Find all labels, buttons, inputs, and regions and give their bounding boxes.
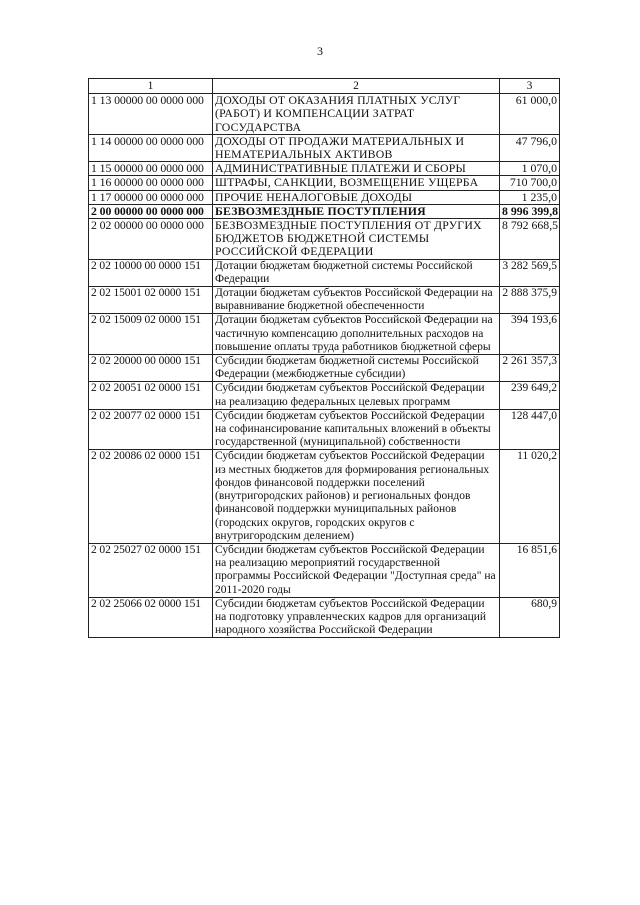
row-sum-cell: 680,9 (500, 597, 560, 638)
row-name-cell: Субсидии бюджетам субъектов Российской Федерации на реализацию федеральных целевых программ (213, 382, 500, 409)
row-name-cell: Субсидии бюджетам бюджетной системы Российской Федерации (межбюджетные субсидии) (213, 355, 500, 382)
table-row (89, 287, 560, 314)
row-code-cell: 1 13 00000 00 0000 000 (89, 94, 213, 135)
table-row (89, 597, 560, 638)
row-sum-cell: 3 282 569,5 (500, 259, 560, 286)
row-sum-cell: 11 020,2 (500, 450, 560, 543)
row-sum-cell: 47 796,0 (500, 134, 560, 161)
row-name-cell: Дотации бюджетам бюджетной системы Российской Федерации (213, 259, 500, 286)
row-name-cell: ДОХОДЫ ОТ ОКАЗАНИЯ ПЛАТНЫХ УСЛУГ (РАБОТ) И КОМПЕНСАЦИИ ЗАТРАТ ГОСУДАРСТВА (213, 94, 500, 135)
row-code-cell: 2 02 15009 02 0000 151 (89, 314, 213, 355)
row-sum-cell: 8 996 399,8 (500, 204, 560, 218)
row-code-cell: 2 02 20086 02 0000 151 (89, 450, 213, 543)
row-sum-cell: 2 261 357,3 (500, 355, 560, 382)
row-code-cell: 2 02 10000 00 0000 151 (89, 259, 213, 286)
row-name-cell: БЕЗВОЗМЕЗДНЫЕ ПОСТУПЛЕНИЯ ОТ ДРУГИХ БЮДЖЕТОВ БЮДЖЕТНОЙ СИСТЕМЫ РОССИЙСКОЙ ФЕДЕРАЦИИ (213, 219, 500, 260)
row-name-cell: Дотации бюджетам субъектов Российской Федерации на выравнивание бюджетной обеспеченности (213, 287, 500, 314)
table-row (89, 176, 560, 190)
table-row (89, 382, 560, 409)
row-code-cell: 2 00 00000 00 0000 000 (89, 204, 213, 218)
table-row (89, 409, 560, 450)
row-code-cell: 2 02 25027 02 0000 151 (89, 543, 213, 597)
row-sum-cell: 394 193,6 (500, 314, 560, 355)
row-sum-cell: 8 792 668,5 (500, 219, 560, 260)
budget-revenue-table (88, 78, 560, 638)
column-header-name: 2 (213, 79, 500, 94)
row-sum-cell: 710 700,0 (500, 176, 560, 190)
table-body (89, 94, 560, 638)
row-name-cell: Субсидии бюджетам субъектов Российской Федерации на софинансирование капитальных вложений в объекты государственной (муниципальной) собственности (213, 409, 500, 450)
table-header-row (89, 79, 560, 94)
row-name-cell: Субсидии бюджетам субъектов Российской Федерации на реализацию мероприятий государственной программы Российской Федерации "Доступная среда" на 2011-2020 годы (213, 543, 500, 597)
row-code-cell: 1 15 00000 00 0000 000 (89, 162, 213, 176)
table-row (89, 543, 560, 597)
row-name-cell: Субсидии бюджетам субъектов Российской Федерации из местных бюджетов для формирования региональных фондов финансовой поддержки поселений (внутригородских районов) и региональных фондов финансовой поддержки муниципальных районов (городских округов, городских округов с внутригородским делением) (213, 450, 500, 543)
table-row (89, 450, 560, 543)
table-row (89, 355, 560, 382)
table-row (89, 162, 560, 176)
row-sum-cell: 16 851,6 (500, 543, 560, 597)
table-row (89, 314, 560, 355)
row-code-cell: 2 02 00000 00 0000 000 (89, 219, 213, 260)
row-sum-cell: 1 070,0 (500, 162, 560, 176)
row-code-cell: 2 02 20077 02 0000 151 (89, 409, 213, 450)
table-row (89, 190, 560, 204)
row-sum-cell: 61 000,0 (500, 94, 560, 135)
row-sum-cell: 2 888 375,9 (500, 287, 560, 314)
page-number: 3 (317, 44, 323, 58)
row-name-cell: Субсидии бюджетам субъектов Российской Федерации на подготовку управленческих кадров для организаций народного хозяйства Российской Федерации (213, 597, 500, 638)
row-name-cell: БЕЗВОЗМЕЗДНЫЕ ПОСТУПЛЕНИЯ (213, 204, 500, 218)
row-code-cell: 2 02 20000 00 0000 151 (89, 355, 213, 382)
row-code-cell: 1 16 00000 00 0000 000 (89, 176, 213, 190)
table-row (89, 94, 560, 135)
table-row (89, 204, 560, 218)
row-name-cell: ПРОЧИЕ НЕНАЛОГОВЫЕ ДОХОДЫ (213, 190, 500, 204)
table-row (89, 219, 560, 260)
column-header-sum: 3 (500, 79, 560, 94)
row-name-cell: Дотации бюджетам субъектов Российской Федерации на частичную компенсацию дополнительных расходов на повышение оплаты труда работников бюджетной сферы (213, 314, 500, 355)
row-sum-cell: 128 447,0 (500, 409, 560, 450)
row-code-cell: 2 02 25066 02 0000 151 (89, 597, 213, 638)
row-code-cell: 2 02 20051 02 0000 151 (89, 382, 213, 409)
row-code-cell: 1 14 00000 00 0000 000 (89, 134, 213, 161)
column-header-code: 1 (89, 79, 213, 94)
row-code-cell: 2 02 15001 02 0000 151 (89, 287, 213, 314)
table-row (89, 259, 560, 286)
row-code-cell: 1 17 00000 00 0000 000 (89, 190, 213, 204)
table-row (89, 134, 560, 161)
row-sum-cell: 239 649,2 (500, 382, 560, 409)
row-name-cell: ДОХОДЫ ОТ ПРОДАЖИ МАТЕРИАЛЬНЫХ И НЕМАТЕРИАЛЬНЫХ АКТИВОВ (213, 134, 500, 161)
row-sum-cell: 1 235,0 (500, 190, 560, 204)
row-name-cell: АДМИНИСТРАТИВНЫЕ ПЛАТЕЖИ И СБОРЫ (213, 162, 500, 176)
row-name-cell: ШТРАФЫ, САНКЦИИ, ВОЗМЕЩЕНИЕ УЩЕРБА (213, 176, 500, 190)
